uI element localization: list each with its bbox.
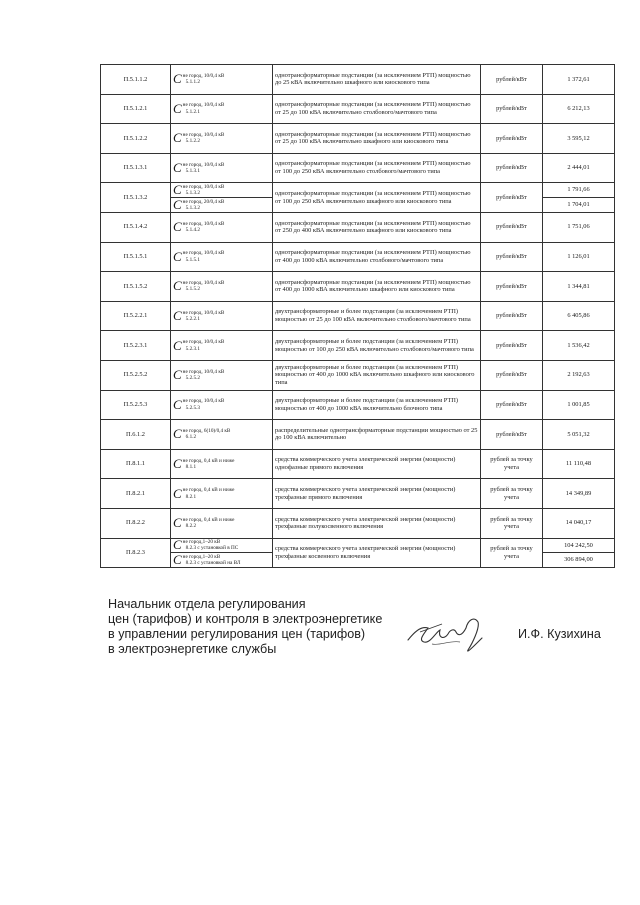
tariff-symbol [173,398,224,411]
symbol-indices [183,250,225,263]
symbol-indices [183,458,235,471]
row-description: однотрансформаторные подстанции (за исключением РТП) мощностью от 100 до 250 кВА включительно шкафного или киоскового типа [273,183,481,213]
row-description: средства коммерческого учета электрической энергии (мощности) однофазные прямого включения [273,449,481,479]
symbol-superscript: не город, 10/0,4 кВ [182,309,225,316]
symbol-superscript: не город, 10/0,4 кВ [182,368,225,375]
row-unit: рублей/кВт [481,183,543,213]
tariff-symbol [173,487,234,500]
row-value: 104 242,50 [543,538,615,553]
row-code: П.5.1.5.1 [101,242,171,272]
row-value: 1 791,66 [543,183,615,198]
symbol-superscript: не город, 10/0,4 кВ [182,250,225,257]
row-symbol [171,449,273,479]
row-unit: рублей за точку учета [481,479,543,509]
row-value: 2 192,63 [543,360,615,390]
table-row [101,153,615,183]
row-symbol [171,198,273,213]
row-code: П.8.2.3 [101,538,171,568]
symbol-superscript: не город,1–20 кВ [182,553,221,560]
symbol-letter: C [173,196,182,212]
row-symbol [171,301,273,331]
symbol-subscript: 8.2.3 с установкой в ПС [185,545,239,552]
symbol-superscript: не город, 0,4 кВ и ниже [182,487,235,494]
symbol-indices [183,339,225,352]
tariff-symbol [173,159,225,175]
row-code: П.8.2.1 [101,479,171,509]
symbol-indices [183,539,239,552]
row-symbol [171,272,273,302]
symbol-subscript: 8.2.2 [185,523,197,530]
row-value: 1 001,85 [543,390,615,420]
row-unit: рублей/кВт [481,272,543,302]
row-description: двухтрансформаторные и более подстанции (за исключением РТП) мощностью от 100 до 250 кВА включительно столбового/мачтового типа [273,331,481,361]
symbol-letter: C [173,307,182,323]
row-description: двухтрансформаторные и более подстанции (за исключением РТП) мощностью от 400 до 1000 кВА включительно блочного типа [273,390,481,420]
symbol-superscript: не город, 10/0,4 кВ [182,102,225,109]
symbol-subscript: 5.2.2.1 [185,315,200,322]
row-code: П.5.1.2.1 [101,94,171,124]
symbol-superscript: не город, 10/0,4 кВ [182,72,225,79]
tariff-symbol [173,554,240,567]
symbol-letter: C [173,426,182,442]
symbol-indices [183,199,225,212]
row-symbol [171,420,273,450]
symbol-letter: C [173,219,182,235]
symbol-superscript: не город, 10/0,4 кВ [182,183,225,190]
row-description: однотрансформаторные подстанции (за исключением РТП) мощностью от 400 до 1000 кВА включительно шкафного или киоскового типа [273,272,481,302]
row-unit: рублей за точку учета [481,508,543,538]
symbol-indices [183,369,225,382]
tariff-symbol [173,132,224,145]
row-symbol [171,65,273,95]
row-value: 306 894,00 [543,553,615,568]
symbol-subscript: 5.2.3.1 [185,345,200,352]
row-code: П.5.2.3.1 [101,331,171,361]
row-code: П.5.1.5.2 [101,272,171,302]
symbol-subscript: 8.1.1 [185,463,197,470]
symbol-subscript: 5.1.5.1 [185,256,200,263]
symbol-superscript: не город, 6(10)/0,4 кВ [182,427,231,434]
row-unit: рублей/кВт [481,242,543,272]
row-symbol [171,212,273,242]
symbol-superscript: не город,1–20 кВ [182,538,221,545]
table-row [101,538,615,553]
row-code: П.5.1.3.1 [101,153,171,183]
row-value: 5 051,32 [543,420,615,450]
tariff-symbol [173,280,224,293]
symbol-letter: C [173,396,182,412]
symbol-letter: C [173,337,182,353]
row-unit: рублей/кВт [481,301,543,331]
table-row [101,390,615,420]
row-symbol [171,183,273,198]
symbol-letter: C [173,552,182,568]
tariff-symbol [173,455,235,471]
row-description: средства коммерческого учета электрической энергии (мощности) трехфазные полукосвенного включения [273,508,481,538]
table-row [101,479,615,509]
symbol-subscript: 5.1.5.2 [185,286,200,293]
symbol-subscript: 5.1.3.1 [185,167,200,174]
signatory-name: И.Ф. Кузихина [518,627,601,641]
symbol-superscript: не город, 10/0,4 кВ [182,131,225,138]
row-code: П.5.1.2.2 [101,124,171,154]
row-value: 11 110,48 [543,449,615,479]
table-row [101,94,615,124]
row-unit: рублей за точку учета [481,538,543,568]
row-unit: рублей/кВт [481,360,543,390]
row-code: П.5.1.4.2 [101,212,171,242]
row-symbol [171,242,273,272]
tariff-table [100,64,615,568]
row-unit: рублей/кВт [481,212,543,242]
symbol-subscript: 5.2.5.2 [185,375,200,382]
symbol-superscript: не город, 20/0,4 кВ [182,198,225,205]
row-code: П.6.1.2 [101,420,171,450]
row-value: 6 212,13 [543,94,615,124]
table-row [101,301,615,331]
symbol-subscript: 5.1.1.2 [185,79,200,86]
signatory-line: в электроэнергетике службы [108,642,277,656]
row-symbol [171,94,273,124]
row-symbol [171,153,273,183]
table-row [101,124,615,154]
symbol-letter: C [173,100,182,116]
row-symbol [171,124,273,154]
row-code: П.5.1.1.2 [101,65,171,95]
tariff-symbol [173,517,234,530]
symbol-subscript: 5.1.3.2 [185,204,200,211]
row-description: однотрансформаторные подстанции (за исключением РТП) мощностью от 250 до 400 кВА включительно шкафного или киоскового типа [273,212,481,242]
table-row [101,360,615,390]
symbol-superscript: не город, 10/0,4 кВ [182,220,225,227]
signatory-line: Начальник отдела регулирования [108,597,306,611]
row-value: 1 126,01 [543,242,615,272]
symbol-subscript: 6.1.2 [185,434,197,441]
row-symbol [171,508,273,538]
symbol-indices [183,280,225,293]
tariff-symbol [173,539,238,552]
tariff-symbol [173,196,225,212]
signatory-block [108,597,382,657]
row-symbol [171,553,273,568]
tariff-symbol [173,250,224,263]
symbol-letter: C [173,248,182,264]
row-value: 1 536,42 [543,331,615,361]
row-symbol [171,390,273,420]
row-symbol [171,331,273,361]
row-symbol [171,479,273,509]
row-value: 1 704,01 [543,198,615,213]
row-description: двухтрансформаторные и более подстанции (за исключением РТП) мощностью от 400 до 1000 кВА включительно шкафного или киоскового типа [273,360,481,390]
tariff-symbol [173,339,224,352]
tariff-symbol [173,184,224,197]
symbol-subscript: 5.2.5.3 [185,404,200,411]
handwritten-signature [402,610,494,656]
row-unit: рублей/кВт [481,124,543,154]
tariff-symbol [173,307,225,323]
row-description: однотрансформаторные подстанции (за исключением РТП) мощностью до 25 кВА включительно шкафного или киоскового типа [273,65,481,95]
symbol-indices [183,517,235,530]
symbol-superscript: не город, 0,4 кВ и ниже [182,516,235,523]
symbol-letter: C [173,537,182,553]
row-description: однотрансформаторные подстанции (за исключением РТП) мощностью от 100 до 250 кВА включительно столбового/мачтового типа [273,153,481,183]
row-description: однотрансформаторные подстанции (за исключением РТП) мощностью от 400 до 1000 кВА включительно столбового/мачтового типа [273,242,481,272]
symbol-letter: C [173,455,182,471]
tariff-symbol [173,428,230,441]
symbol-letter: C [173,159,182,175]
symbol-indices [183,162,225,175]
symbol-subscript: 8.2.3 с установкой на ВЛ [185,560,241,567]
table-row [101,272,615,302]
row-code: П.5.2.2.1 [101,301,171,331]
symbol-letter: C [173,182,182,198]
row-value: 14 040,17 [543,508,615,538]
table-row [101,331,615,361]
symbol-indices [183,310,225,323]
symbol-indices [183,102,225,115]
row-description: средства коммерческого учета электрической энергии (мощности) трехфазные косвенного включения [273,538,481,568]
symbol-subscript: 5.1.4.2 [185,227,200,234]
symbol-indices [183,73,225,86]
symbol-indices [183,487,235,500]
tariff-symbol [173,102,224,115]
symbol-subscript: 5.1.2.2 [185,138,200,145]
row-code: П.5.2.5.2 [101,360,171,390]
row-code: П.5.2.5.3 [101,390,171,420]
row-value: 2 444,01 [543,153,615,183]
symbol-superscript: не город, 0,4 кВ и ниже [182,457,235,464]
row-code: П.8.2.2 [101,508,171,538]
symbol-letter: C [173,130,182,146]
table-row [101,183,615,198]
symbol-letter: C [173,515,182,531]
tariff-symbol [173,73,224,86]
row-unit: рублей за точку учета [481,449,543,479]
row-unit: рублей/кВт [481,331,543,361]
symbol-subscript: 8.2.1 [185,493,197,500]
symbol-letter: C [173,71,182,87]
signatory-line: в управлении регулирования цен (тарифов) [108,627,366,641]
symbol-superscript: не город, 10/0,4 кВ [182,279,225,286]
table-row [101,242,615,272]
row-unit: рублей/кВт [481,65,543,95]
row-description: распределительные однотрансформаторные подстанции мощностью от 25 до 100 кВА включительно [273,420,481,450]
table-row [101,65,615,95]
symbol-letter: C [173,367,182,383]
symbol-indices [183,554,241,567]
row-unit: рублей/кВт [481,420,543,450]
symbol-letter: C [173,485,182,501]
tariff-symbol [173,221,224,234]
row-value: 6 405,86 [543,301,615,331]
symbol-subscript: 5.1.3.2 [185,190,200,197]
row-value: 1 344,81 [543,272,615,302]
row-value: 1 372,61 [543,65,615,95]
table-row [101,508,615,538]
signatory-line: цен (тарифов) и контроля в электроэнергетике [108,612,383,626]
symbol-superscript: не город, 10/0,4 кВ [182,398,225,405]
row-code: П.5.1.3.2 [101,183,171,213]
symbol-letter: C [173,278,182,294]
symbol-indices [183,221,225,234]
row-value: 14 349,89 [543,479,615,509]
symbol-superscript: не город, 10/0,4 кВ [182,339,225,346]
table-row [101,449,615,479]
symbol-indices [183,132,225,145]
row-description: однотрансформаторные подстанции (за исключением РТП) мощностью от 25 до 100 кВА включительно шкафного или киоскового типа [273,124,481,154]
row-value: 3 595,12 [543,124,615,154]
row-unit: рублей/кВт [481,94,543,124]
row-description: средства коммерческого учета электрической энергии (мощности) трехфазные прямого включения [273,479,481,509]
symbol-indices [183,398,225,411]
row-unit: рублей/кВт [481,390,543,420]
row-description: двухтрансформаторные и более подстанции (за исключением РТП) мощностью от 25 до 100 кВА включительно столбового/мачтового типа [273,301,481,331]
row-symbol [171,538,273,553]
table-row [101,420,615,450]
symbol-indices [183,428,231,441]
tariff-symbol [173,369,224,382]
table-row [101,212,615,242]
row-description: однотрансформаторные подстанции (за исключением РТП) мощностью от 25 до 100 кВА включительно столбового/мачтового типа [273,94,481,124]
row-symbol [171,360,273,390]
row-unit: рублей/кВт [481,153,543,183]
row-code: П.8.1.1 [101,449,171,479]
symbol-indices [183,184,225,197]
symbol-subscript: 5.1.2.1 [185,108,200,115]
row-value: 1 751,06 [543,212,615,242]
symbol-superscript: не город, 10/0,4 кВ [182,161,225,168]
